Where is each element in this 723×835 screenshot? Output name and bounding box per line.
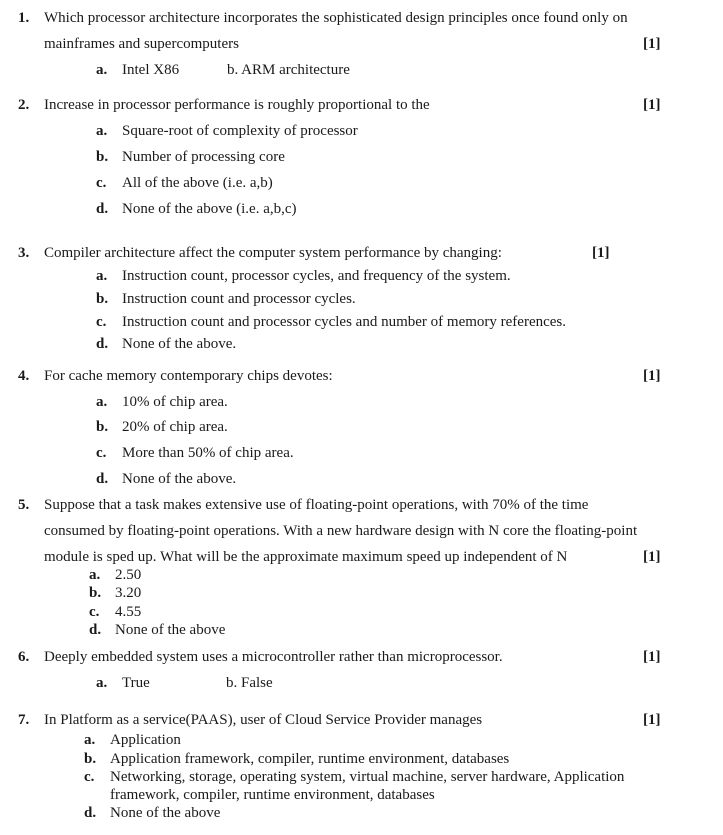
option-text: None of the above (i.e. a,b,c): [122, 201, 297, 217]
option-letter: c.: [96, 175, 107, 191]
option-letter: a.: [96, 394, 108, 410]
option-letter: a.: [96, 268, 108, 284]
marks-label: [1]: [643, 36, 661, 52]
marks-label: [1]: [592, 245, 610, 261]
option-letter: d.: [89, 622, 102, 638]
question-text: For cache memory contemporary chips devotes:: [44, 368, 333, 384]
question-number: 3.: [18, 245, 30, 261]
question-number: 2.: [18, 97, 30, 113]
option-text: 3.20: [115, 585, 142, 601]
marks-label: [1]: [643, 649, 661, 665]
option-text: Instruction count, processor cycles, and frequency of the system.: [122, 268, 511, 284]
question-number: 1.: [18, 10, 30, 26]
option-letter: b.: [96, 149, 109, 165]
option-text: Networking, storage, operating system, virtual machine, server hardware, Application: [110, 769, 625, 785]
option-letter: a.: [96, 675, 108, 691]
option-letter: b.: [89, 585, 102, 601]
question-text: In Platform as a service(PAAS), user of Cloud Service Provider manages: [44, 712, 483, 728]
option-text: Application: [110, 732, 181, 748]
option-text: True: [122, 675, 150, 691]
question-text: Suppose that a task makes extensive use of floating-point operations, with 70% of the time: [44, 497, 589, 513]
question-text: consumed by floating-point operations. With a new hardware design with N core the floating-point: [44, 523, 638, 539]
option-text: b. False: [226, 675, 273, 691]
option-letter: b.: [84, 751, 97, 767]
option-text: Instruction count and processor cycles and number of memory references.: [122, 314, 567, 330]
marks-label: [1]: [643, 712, 661, 728]
option-text: None of the above.: [122, 471, 237, 487]
question-number: 7.: [18, 712, 30, 728]
option-text: More than 50% of chip area.: [122, 445, 294, 461]
option-text: Number of processing core: [122, 149, 285, 165]
option-letter: c.: [96, 314, 107, 330]
question-text: Increase in processor performance is roughly proportional to the: [44, 97, 430, 113]
question-text: Deeply embedded system uses a microcontroller rather than microprocessor.: [44, 649, 503, 665]
option-text: None of the above.: [122, 336, 237, 352]
question-number: 4.: [18, 368, 30, 384]
option-letter: d.: [96, 336, 109, 352]
question-text: Compiler architecture affect the computer system performance by changing:: [44, 245, 502, 261]
marks-label: [1]: [643, 368, 661, 384]
option-text: Square-root of complexity of processor: [122, 123, 358, 139]
option-letter: a.: [96, 123, 108, 139]
option-letter: d.: [96, 471, 109, 487]
option-letter: a.: [84, 732, 96, 748]
question-text: Which processor architecture incorporates the sophisticated design principles once found only on: [44, 10, 628, 26]
option-letter: c.: [89, 604, 100, 620]
option-text: Instruction count and processor cycles.: [122, 291, 356, 307]
option-text-continued: framework, compiler, runtime environment, databases: [110, 787, 435, 803]
option-text: Application framework, compiler, runtime environment, databases: [110, 751, 510, 767]
option-letter: b.: [96, 419, 109, 435]
option-text: 4.55: [115, 604, 142, 620]
marks-label: [1]: [643, 549, 661, 565]
option-text: None of the above: [110, 805, 221, 821]
question-number: 5.: [18, 497, 30, 513]
option-letter: b.: [96, 291, 109, 307]
option-text: Intel X86: [122, 62, 180, 78]
option-letter: a.: [89, 567, 101, 583]
option-text: 2.50: [115, 567, 142, 583]
option-text: None of the above: [115, 622, 226, 638]
option-letter: d.: [84, 805, 97, 821]
option-text: b. ARM architecture: [227, 62, 350, 78]
option-text: All of the above (i.e. a,b): [122, 175, 273, 191]
option-letter: a.: [96, 62, 108, 78]
question-text: mainframes and supercomputers: [44, 36, 239, 52]
question-number: 6.: [18, 649, 30, 665]
option-text: 10% of chip area.: [122, 394, 228, 410]
question-text: module is sped up. What will be the approximate maximum speed up independent of N: [44, 549, 568, 565]
option-text: 20% of chip area.: [122, 419, 228, 435]
option-letter: d.: [96, 201, 109, 217]
option-letter: c.: [96, 445, 107, 461]
option-letter: c.: [84, 769, 95, 785]
marks-label: [1]: [643, 97, 661, 113]
